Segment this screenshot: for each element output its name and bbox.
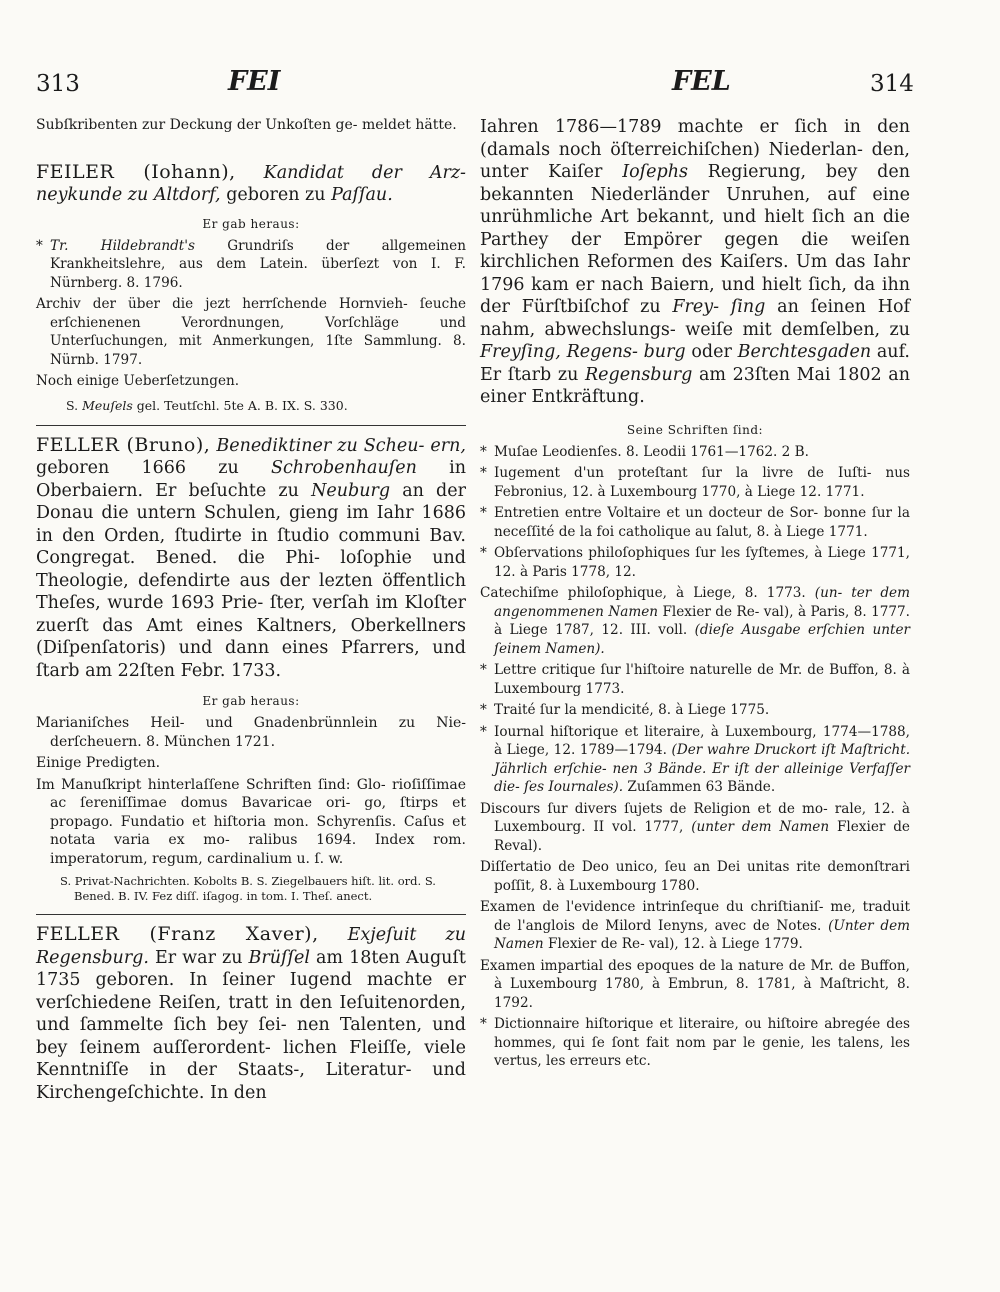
left-page-number: 313 xyxy=(36,71,80,97)
work-text: Dictionnaire hiſtorique et literaire, ou hiſtoire abregée des hommes, qui ſe ſont fait nom par le genie, les talens, les vertus, les erreurs etc. xyxy=(494,1016,910,1069)
entry-text: am 23ſten Mai 1802 an einer Entkräftung. xyxy=(480,364,910,407)
work-text: Examen impartial des epoques de la nature de Mr. de Buffon, à Luxembourg 1780, à Embrun, 8. 1781, à Maſtricht, 8. 1792. xyxy=(480,957,910,1011)
section-label: Er gab heraus: xyxy=(202,216,300,231)
work-note: (Der wahre Druckort iſt Maſtricht. Jährlich erſchie- nen 3 Bände. Er iſt der alleinige Verfaſſer die- ſes Iournales). xyxy=(494,742,911,795)
asterisk-icon: * xyxy=(480,505,487,521)
work-item xyxy=(36,295,466,369)
right-column xyxy=(480,116,910,1071)
entry-feller-franz xyxy=(36,923,466,1104)
work-author: Tr. Hildebrandt's xyxy=(50,237,195,254)
asterisk-icon: * xyxy=(480,723,487,740)
work-item xyxy=(480,584,910,658)
left-running-title: FEI xyxy=(228,66,281,97)
work-note: (dieſe Ausgabe erſchien unter ſeinem Namen). xyxy=(494,622,910,657)
entry-text: Er war zu xyxy=(155,947,243,968)
source-reference: S. Privat-Nachrichten. Kobolts B. S. Ziegelbauers hiſt. lit. ord. S. Bened. B. IV. Fez diſſ. iſagog. in tom. I. Theſ. anect. xyxy=(60,874,436,903)
work-item xyxy=(36,776,466,869)
entry-place: Schrobenhauſen xyxy=(271,458,417,478)
entry-text: am 18ten Auguſt 1735 geboren. In ſeiner Iugend machte er verſchiedene Reiſen, tratt in den Ieſuitenorden, und ſammelte ſich bey ſei- nen Talenten, und bey ſeinem auſſerordent- lichen Fleiſſe, viele Kenntniſſe in der Staats-, Literatur- und Kirchengeſchichte. In den xyxy=(36,947,466,1103)
left-column xyxy=(36,116,466,1104)
entry-name: FELLER (Bruno), xyxy=(36,433,211,456)
asterisk-icon: * xyxy=(480,545,487,561)
work-item xyxy=(480,701,910,720)
work-text: Entretien entre Voltaire et un docteur de Sor- bonne ſur la neceſſité de la foi catholique au ſalut, 8. à Liege 1771. xyxy=(494,505,910,540)
entry-text: an der Donau die untern Schulen, gieng im Iahr 1686 in den Orden, ſtudirte in ſtudio communi Bav. Congregat. Bened. die Phi- loſophie und Theologie, defendirte aus der lezten öffentlich Theſes, wurde 1693 Prie- ſter, verſah im Kloſter zuerſt das Amt eines Kaltners, Oberkellners (Diſpenſatoris) und dann eines Pfarrers, und ſtarb am 22ſten Febr. 1733. xyxy=(36,480,466,681)
entry-place: Paſſau. xyxy=(331,185,393,205)
entry-text: Iahren 1786—1789 machte er ſich in den (damals noch öſterreichiſchen) Niederlan- den, unter Kaiſer xyxy=(480,117,910,182)
entry-place: Berchtesgaden xyxy=(737,342,872,362)
entry-place: Freyſing, Regens- burg xyxy=(480,342,686,362)
asterisk-icon: * xyxy=(480,443,487,460)
work-text: Zuſammen 63 Bände. xyxy=(627,779,776,795)
entry-place: Neuburg xyxy=(311,480,391,501)
entry-continuation xyxy=(480,116,910,409)
work-item xyxy=(480,1015,910,1071)
work-text: Grundriſs der allgemeinen Krankheitslehre, aus dem Latein. überſezt von I. F. Nürnberg. 8. 1796. xyxy=(50,237,466,291)
asterisk-icon: * xyxy=(36,237,43,254)
work-item xyxy=(36,372,466,391)
work-item xyxy=(480,443,910,462)
asterisk-icon: * xyxy=(480,465,487,481)
entry-feller-bruno xyxy=(36,434,466,683)
entry-text: oder xyxy=(691,342,732,362)
entry-text: an ſeinen Hof nahm, abwechslungs- weiſe mit demſelben, zu xyxy=(480,297,910,340)
work-text: Im Manuſkript hinterlaſſene Schriften ſind: Glo- rioſiſſimae ac ſereniſſimae domus Bavaricae ori- go, ſtirps et propago. Fundatio et hiſtoria mon. Schyrenſis. Caſus et notata varia ex mo- ralibus 1694. Index rom. imperatorum, regum, cardinalium u. ſ. w. xyxy=(36,776,466,867)
work-item xyxy=(480,723,910,797)
intro-text: Subſkribenten zur Deckung der Unkoſten ge- meldet hätte. xyxy=(36,117,457,133)
entry-place: Regensburg xyxy=(584,364,693,385)
work-item xyxy=(480,800,910,856)
asterisk-icon: * xyxy=(480,702,487,718)
divider xyxy=(36,425,466,426)
work-item xyxy=(36,754,466,773)
work-text: Iugement d'un proteſtant ſur la livre de Iuſti- nus Febronius, 12. à Luxembourg 1770, à Liege 12. 1771. xyxy=(494,465,910,500)
work-text: Examen de l'evidence intrinſeque du chriſtianiſ- me, traduit de l'anglois de Milord Ienyns, avec de Notes. xyxy=(480,899,910,934)
work-item xyxy=(480,504,910,541)
work-item xyxy=(480,464,910,501)
work-text: Lettre critique ſur l'hiſtoire naturelle de Mr. de Buffon, 8. à Luxembourg 1773. xyxy=(494,662,910,697)
work-item xyxy=(480,544,910,581)
work-item xyxy=(480,661,910,698)
right-running-title: FEL xyxy=(672,66,731,97)
work-text: Einige Predigten. xyxy=(36,755,161,771)
entry-feiler-johann xyxy=(36,161,466,207)
work-item xyxy=(36,714,466,751)
divider xyxy=(36,914,466,915)
work-note: (un- ter dem angenommenen Namen xyxy=(494,585,910,620)
work-item xyxy=(480,957,910,1013)
work-text: Iournal hiſtorique et literaire, à Luxembourg, 1774—1788, à Liege, 12. 1789—1794. xyxy=(494,723,910,758)
entry-text: auf. Er ſtarb zu xyxy=(480,342,910,385)
work-item xyxy=(480,898,910,954)
work-text: Marianiſches Heil- und Gnadenbrünnlein zu Nie- derſcheuern. 8. München 1721. xyxy=(36,715,466,750)
work-text: Diſſertatio de Deo unico, ſeu an Dei unitas rite demonſtrari poſſit, 8. à Luxembourg 1780. xyxy=(480,859,910,894)
work-item xyxy=(480,858,910,895)
entry-place: Frey- ſing xyxy=(672,297,766,317)
ref-prefix: S. xyxy=(66,397,79,413)
work-text: Muſae Leodienſes. 8. Leodii 1761—1762. 2 B. xyxy=(494,443,809,460)
work-item xyxy=(36,237,466,293)
asterisk-icon: * xyxy=(480,662,487,678)
work-note: (unter dem Namen xyxy=(691,819,830,835)
source-reference xyxy=(36,397,466,415)
entry-place: Brüſſel xyxy=(248,947,310,968)
work-text: Traité ſur la mendicité, 8. à Liege 1775. xyxy=(494,702,770,718)
entry-text: in Oberbaiern. Er beſuchte zu xyxy=(36,458,466,501)
work-text: Catechiſme philoſophique, à Liege, 8. 1773. xyxy=(480,585,806,601)
entry-born: geboren zu xyxy=(226,185,326,205)
entry-text: Regierung, bey den bekannten Niederländer Unruhen, auf eine unrühmliche Art bekannt, und hielt ſich an die Parthey der Empörer gegen die weiſen kirchlichen Reformen des Kaiſers. Um das Iahr 1796 kam er nach Baiern, und hielt ſich, da ihn der Fürſtbiſchof zu xyxy=(480,162,910,317)
work-text: Flexier de Re- val), à Paris, 8. 1777. à Liege 1787, 12. III. voll. xyxy=(494,603,911,638)
work-text: Obſervations philoſophiques ſur les ſyſtemes, à Liege 1771, 12. à Paris 1778, 12. xyxy=(494,545,910,580)
work-text: Archiv der über die jezt herrſchende Hornvieh- ſeuche erſchienenen Verordnungen, Vorſchläge und Unterſuchungen, mit Anmerkungen, 1ſte Sammlung. 8. Nürnb. 1797. xyxy=(36,296,466,368)
work-note: (Unter dem Namen xyxy=(494,917,910,952)
entry-name-ref: Ioſephs xyxy=(622,162,688,182)
entry-name: FEILER (Iohann), xyxy=(36,160,236,183)
work-text: Noch einige Ueberſetzungen. xyxy=(36,373,240,389)
work-text: Flexier de Reval). xyxy=(494,819,910,854)
section-label: Er gab heraus: xyxy=(202,694,300,708)
entry-name: FELLER (Franz Xaver), xyxy=(36,923,319,945)
ref-author: Meuſels xyxy=(82,397,133,413)
asterisk-icon: * xyxy=(480,1016,487,1032)
work-text: Flexier de Re- val), 12. à Liege 1779. xyxy=(548,936,803,952)
entry-role: Kandidat der Arz- neykunde zu Altdorf, xyxy=(36,162,466,205)
entry-born: geboren 1666 zu xyxy=(36,458,239,478)
section-label: Seine Schriften ſind: xyxy=(626,422,764,437)
right-page-number: 314 xyxy=(870,71,914,97)
work-text: Discours ſur divers ſujets de Religion et de mo- rale, 12. à Luxembourg. II vol. 1777, xyxy=(480,800,910,835)
ref-text: gel. Teutſchl. 5te A. B. IX. S. 330. xyxy=(136,397,348,413)
entry-role: Benediktiner zu Scheu- ern, xyxy=(216,435,466,456)
entry-role: Exjeſuit zu Regensburg. xyxy=(36,925,466,968)
